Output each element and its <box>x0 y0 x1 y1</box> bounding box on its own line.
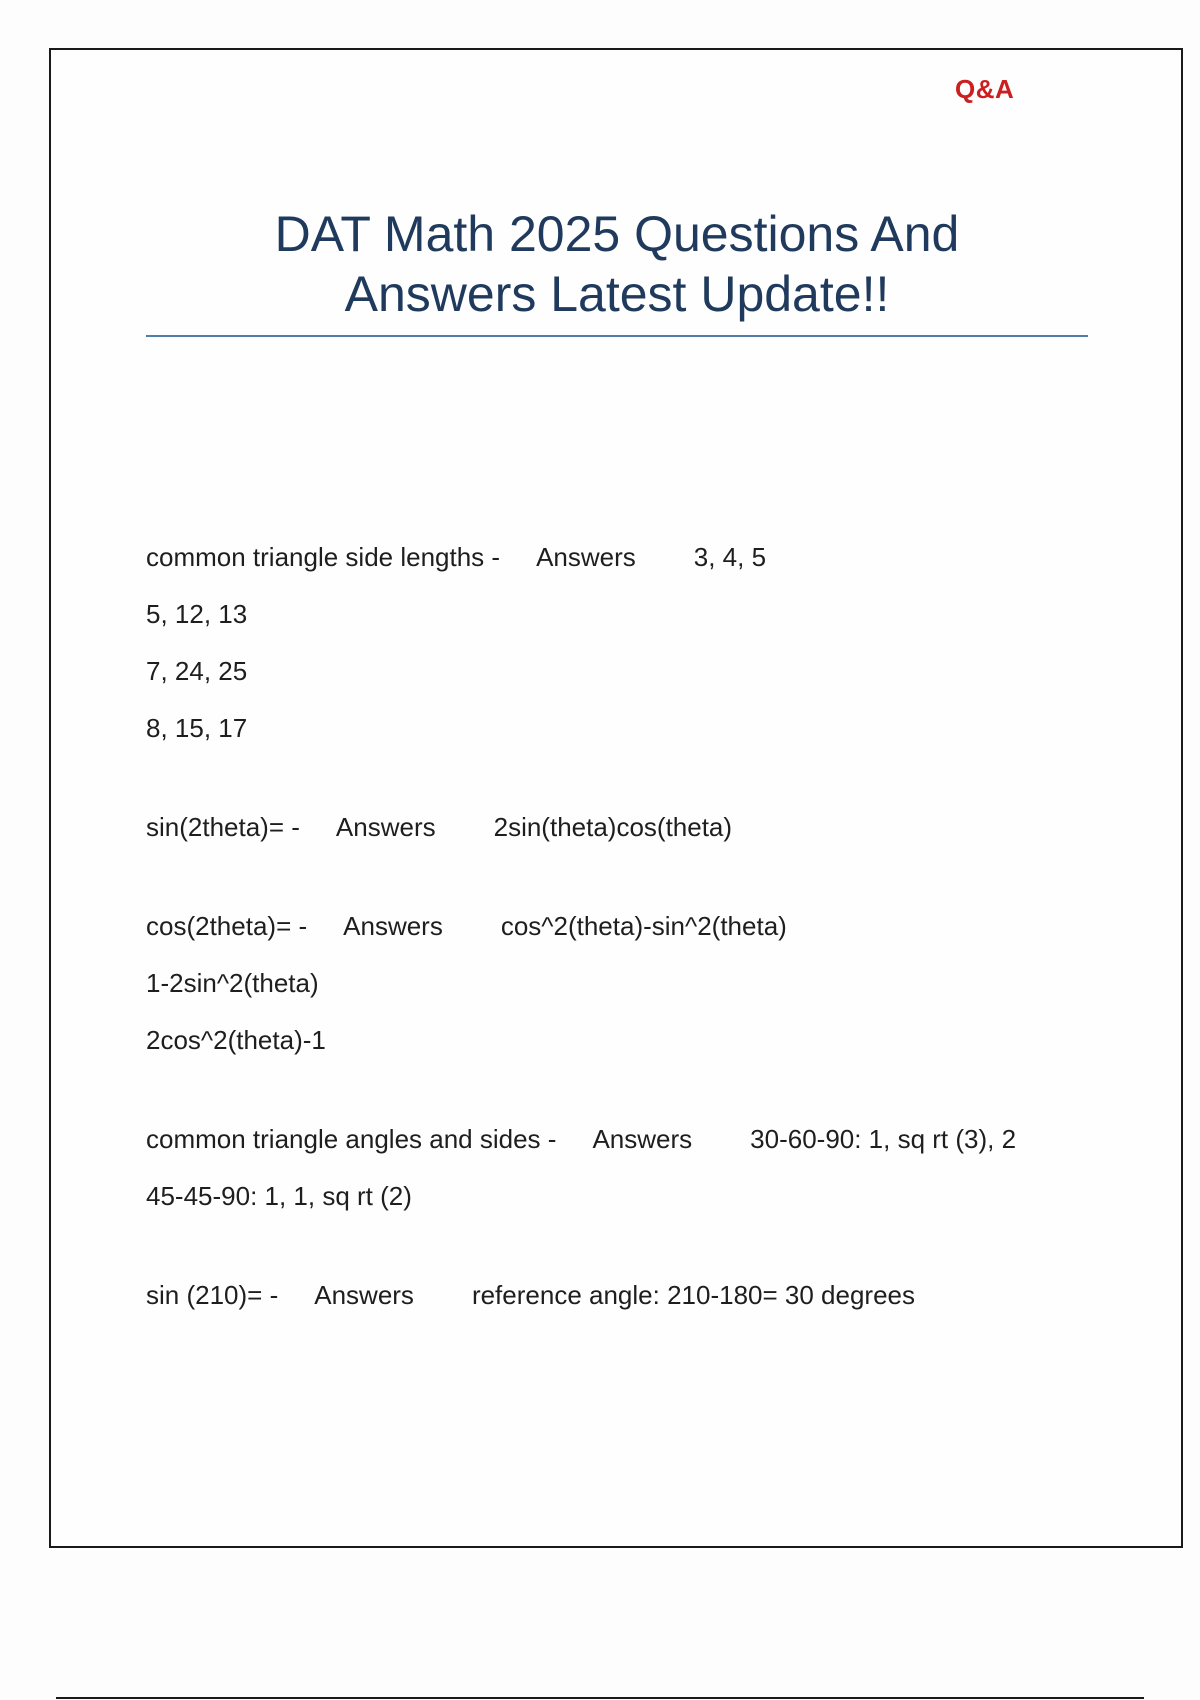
qa-question-line <box>146 1276 1076 1314</box>
qa-item <box>146 1276 1076 1314</box>
footer-divider <box>56 1697 1144 1699</box>
answer-text: cos^2(theta)-sin^2(theta) <box>500 911 787 941</box>
qa-question-line <box>146 907 1076 945</box>
qa-item <box>146 1120 1076 1215</box>
answer-text: 2sin(theta)cos(theta) <box>493 812 733 842</box>
document-title <box>146 204 1088 324</box>
answer-continuation: 8, 15, 17 <box>146 713 248 743</box>
question-text: cos(2theta)= - <box>146 911 308 941</box>
title-line-1: DAT Math 2025 Questions And <box>274 206 960 262</box>
qa-badge: Q&A <box>955 74 1015 104</box>
answer-label: Answers <box>343 911 443 941</box>
answer-continuation: 1-2sin^2(theta) <box>146 968 319 998</box>
answer-text: 3, 4, 5 <box>693 542 767 572</box>
title-divider <box>146 335 1088 337</box>
answer-text: 30-60-90: 1, sq rt (3), 2 <box>750 1124 1017 1154</box>
qa-question-line <box>146 538 1076 576</box>
question-text: sin (210)= - <box>146 1280 279 1310</box>
qa-list <box>146 538 1076 1314</box>
answer-label: Answers <box>592 1124 693 1154</box>
answer-label: Answers <box>314 1280 414 1310</box>
question-text: sin(2theta)= - <box>146 812 300 842</box>
answer-continuation: 45-45-90: 1, 1, sq rt (2) <box>146 1181 412 1211</box>
qa-item <box>146 538 1076 747</box>
answer-label: Answers <box>536 542 636 572</box>
answer-label: Answers <box>335 812 436 842</box>
answer-continuation: 2cos^2(theta)-1 <box>146 1025 326 1055</box>
qa-question-line <box>146 1120 1076 1158</box>
question-text: common triangle side lengths - <box>146 542 501 572</box>
title-line-2: Answers Latest Update!! <box>344 266 890 322</box>
answer-text: reference angle: 210-180= 30 degrees <box>471 1280 915 1310</box>
qa-question-line <box>146 808 1076 846</box>
question-text: common triangle angles and sides - <box>146 1124 557 1154</box>
qa-item <box>146 808 1076 846</box>
answer-continuation: 5, 12, 13 <box>146 599 248 629</box>
qa-item <box>146 907 1076 1059</box>
answer-continuation: 7, 24, 25 <box>146 656 248 686</box>
